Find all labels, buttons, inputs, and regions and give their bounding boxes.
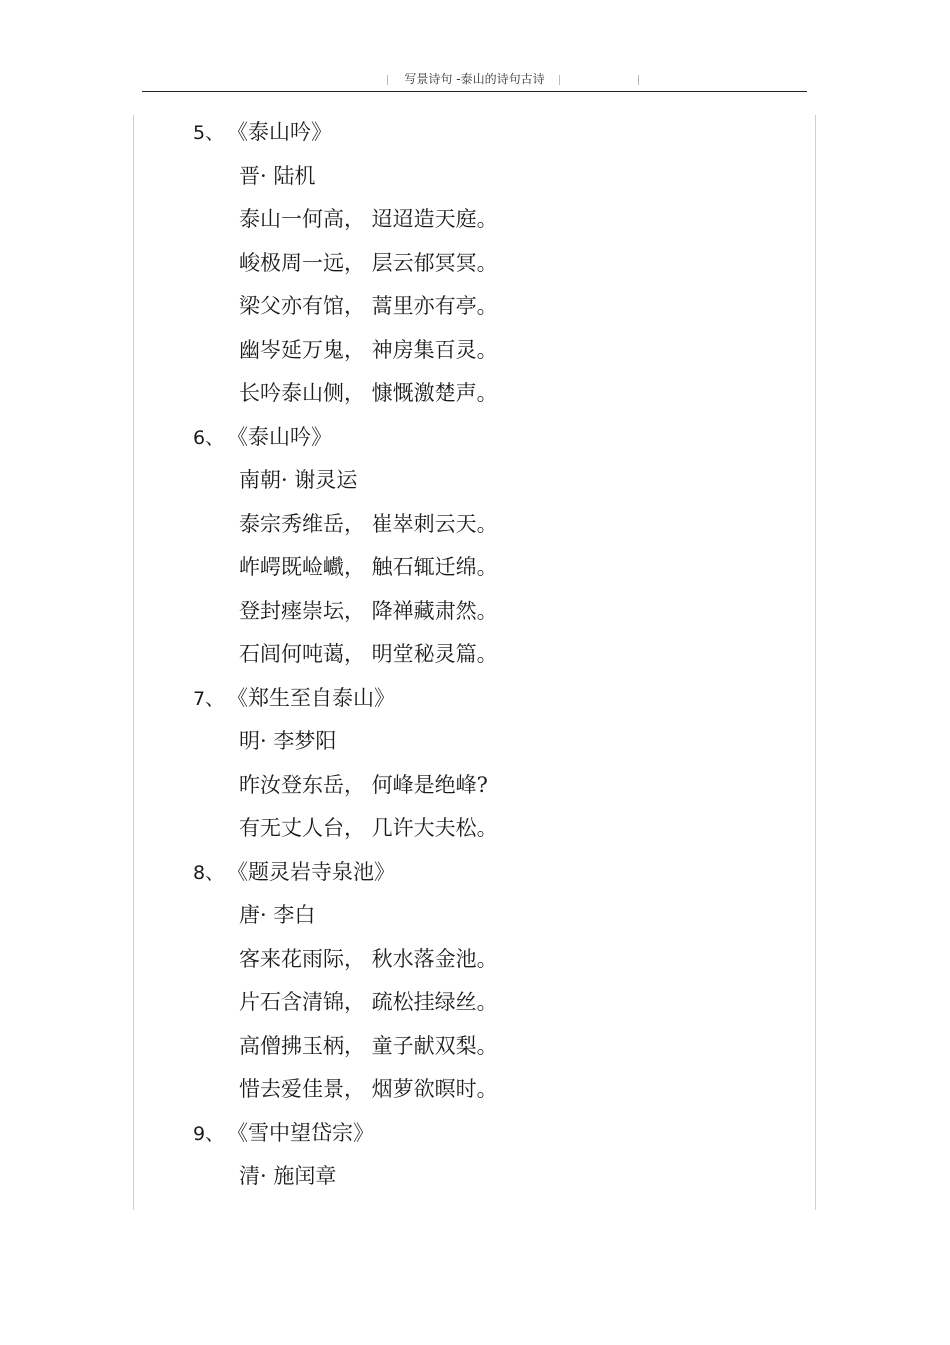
poem-line: 峻极周一远， 层云郁冥冥。 <box>239 250 498 275</box>
poem-author: 清· 施闰章 <box>239 1164 337 1188</box>
poem-line: 片石含清锦， 疏松挂绿丝。 <box>239 990 498 1014</box>
poem-line: 登封瘗崇坛， 降禅藏肃然。 <box>239 598 498 623</box>
poem-line: 泰山一何高， 迢迢造天庭。 <box>239 207 498 231</box>
page-header <box>142 70 807 90</box>
header-tick <box>638 75 639 85</box>
header-tick <box>387 75 388 85</box>
poem-line: 高僧拂玉柄， 童子献双梨。 <box>239 1033 498 1058</box>
poem-author: 南朝· 谢灵运 <box>239 468 358 492</box>
poem-title-row <box>0 1112 950 1156</box>
header-rule <box>142 91 807 92</box>
poem-line: 石闾何吨蔼， 明堂秘灵篇。 <box>239 642 498 666</box>
header-title: 写景诗句 -泰山的诗句古诗 <box>404 72 545 86</box>
poem-line: 岞崿既崄巇， 触石辄迁绵。 <box>239 555 498 579</box>
poem <box>0 851 950 1112</box>
poem-author: 晋· 陆机 <box>239 163 316 188</box>
poem-number: 5、 <box>193 122 225 144</box>
poem-title-row <box>0 416 950 460</box>
poem-title: 《泰山吟》 <box>227 120 332 144</box>
poem-title: 《题灵岩寺泉池》 <box>227 859 395 884</box>
poem-title-row <box>0 111 950 155</box>
poem-number: 6、 <box>193 426 225 449</box>
poem-line: 有无丈人台， 几许大夫松。 <box>239 816 498 840</box>
poem-line: 梁父亦有馆， 蒿里亦有亭。 <box>239 294 498 318</box>
poem <box>0 416 950 677</box>
poem-line: 长吟泰山侧， 慷慨激楚声。 <box>239 381 498 405</box>
poem-title: 《雪中望岱宗》 <box>227 1120 374 1145</box>
poem-list <box>0 111 950 1199</box>
poem-line: 泰宗秀维岳， 崔崒刺云天。 <box>239 511 498 536</box>
poem-line: 客来花雨际， 秋水落金池。 <box>239 946 498 971</box>
poem-line: 昨汝登东岳， 何峰是绝峰? <box>239 772 488 797</box>
poem-title-row <box>0 677 950 721</box>
poem-title: 《泰山吟》 <box>227 424 332 449</box>
poem-author: 唐· 李白 <box>239 903 316 927</box>
poem <box>0 111 950 416</box>
poem <box>0 1112 950 1199</box>
poem-author: 明· 李梦阳 <box>239 729 337 753</box>
poem-line: 幽岑延万鬼， 神房集百灵。 <box>239 337 498 362</box>
header-tick <box>559 75 560 85</box>
poem-number: 9、 <box>193 1122 225 1145</box>
poem <box>0 677 950 851</box>
poem-title-row <box>0 851 950 895</box>
poem-line: 惜去爱佳景， 烟萝欲暝时。 <box>239 1077 498 1101</box>
poem-number: 8、 <box>193 861 225 884</box>
poem-title: 《郑生至自泰山》 <box>227 685 395 710</box>
poem-number: 7、 <box>193 687 225 710</box>
